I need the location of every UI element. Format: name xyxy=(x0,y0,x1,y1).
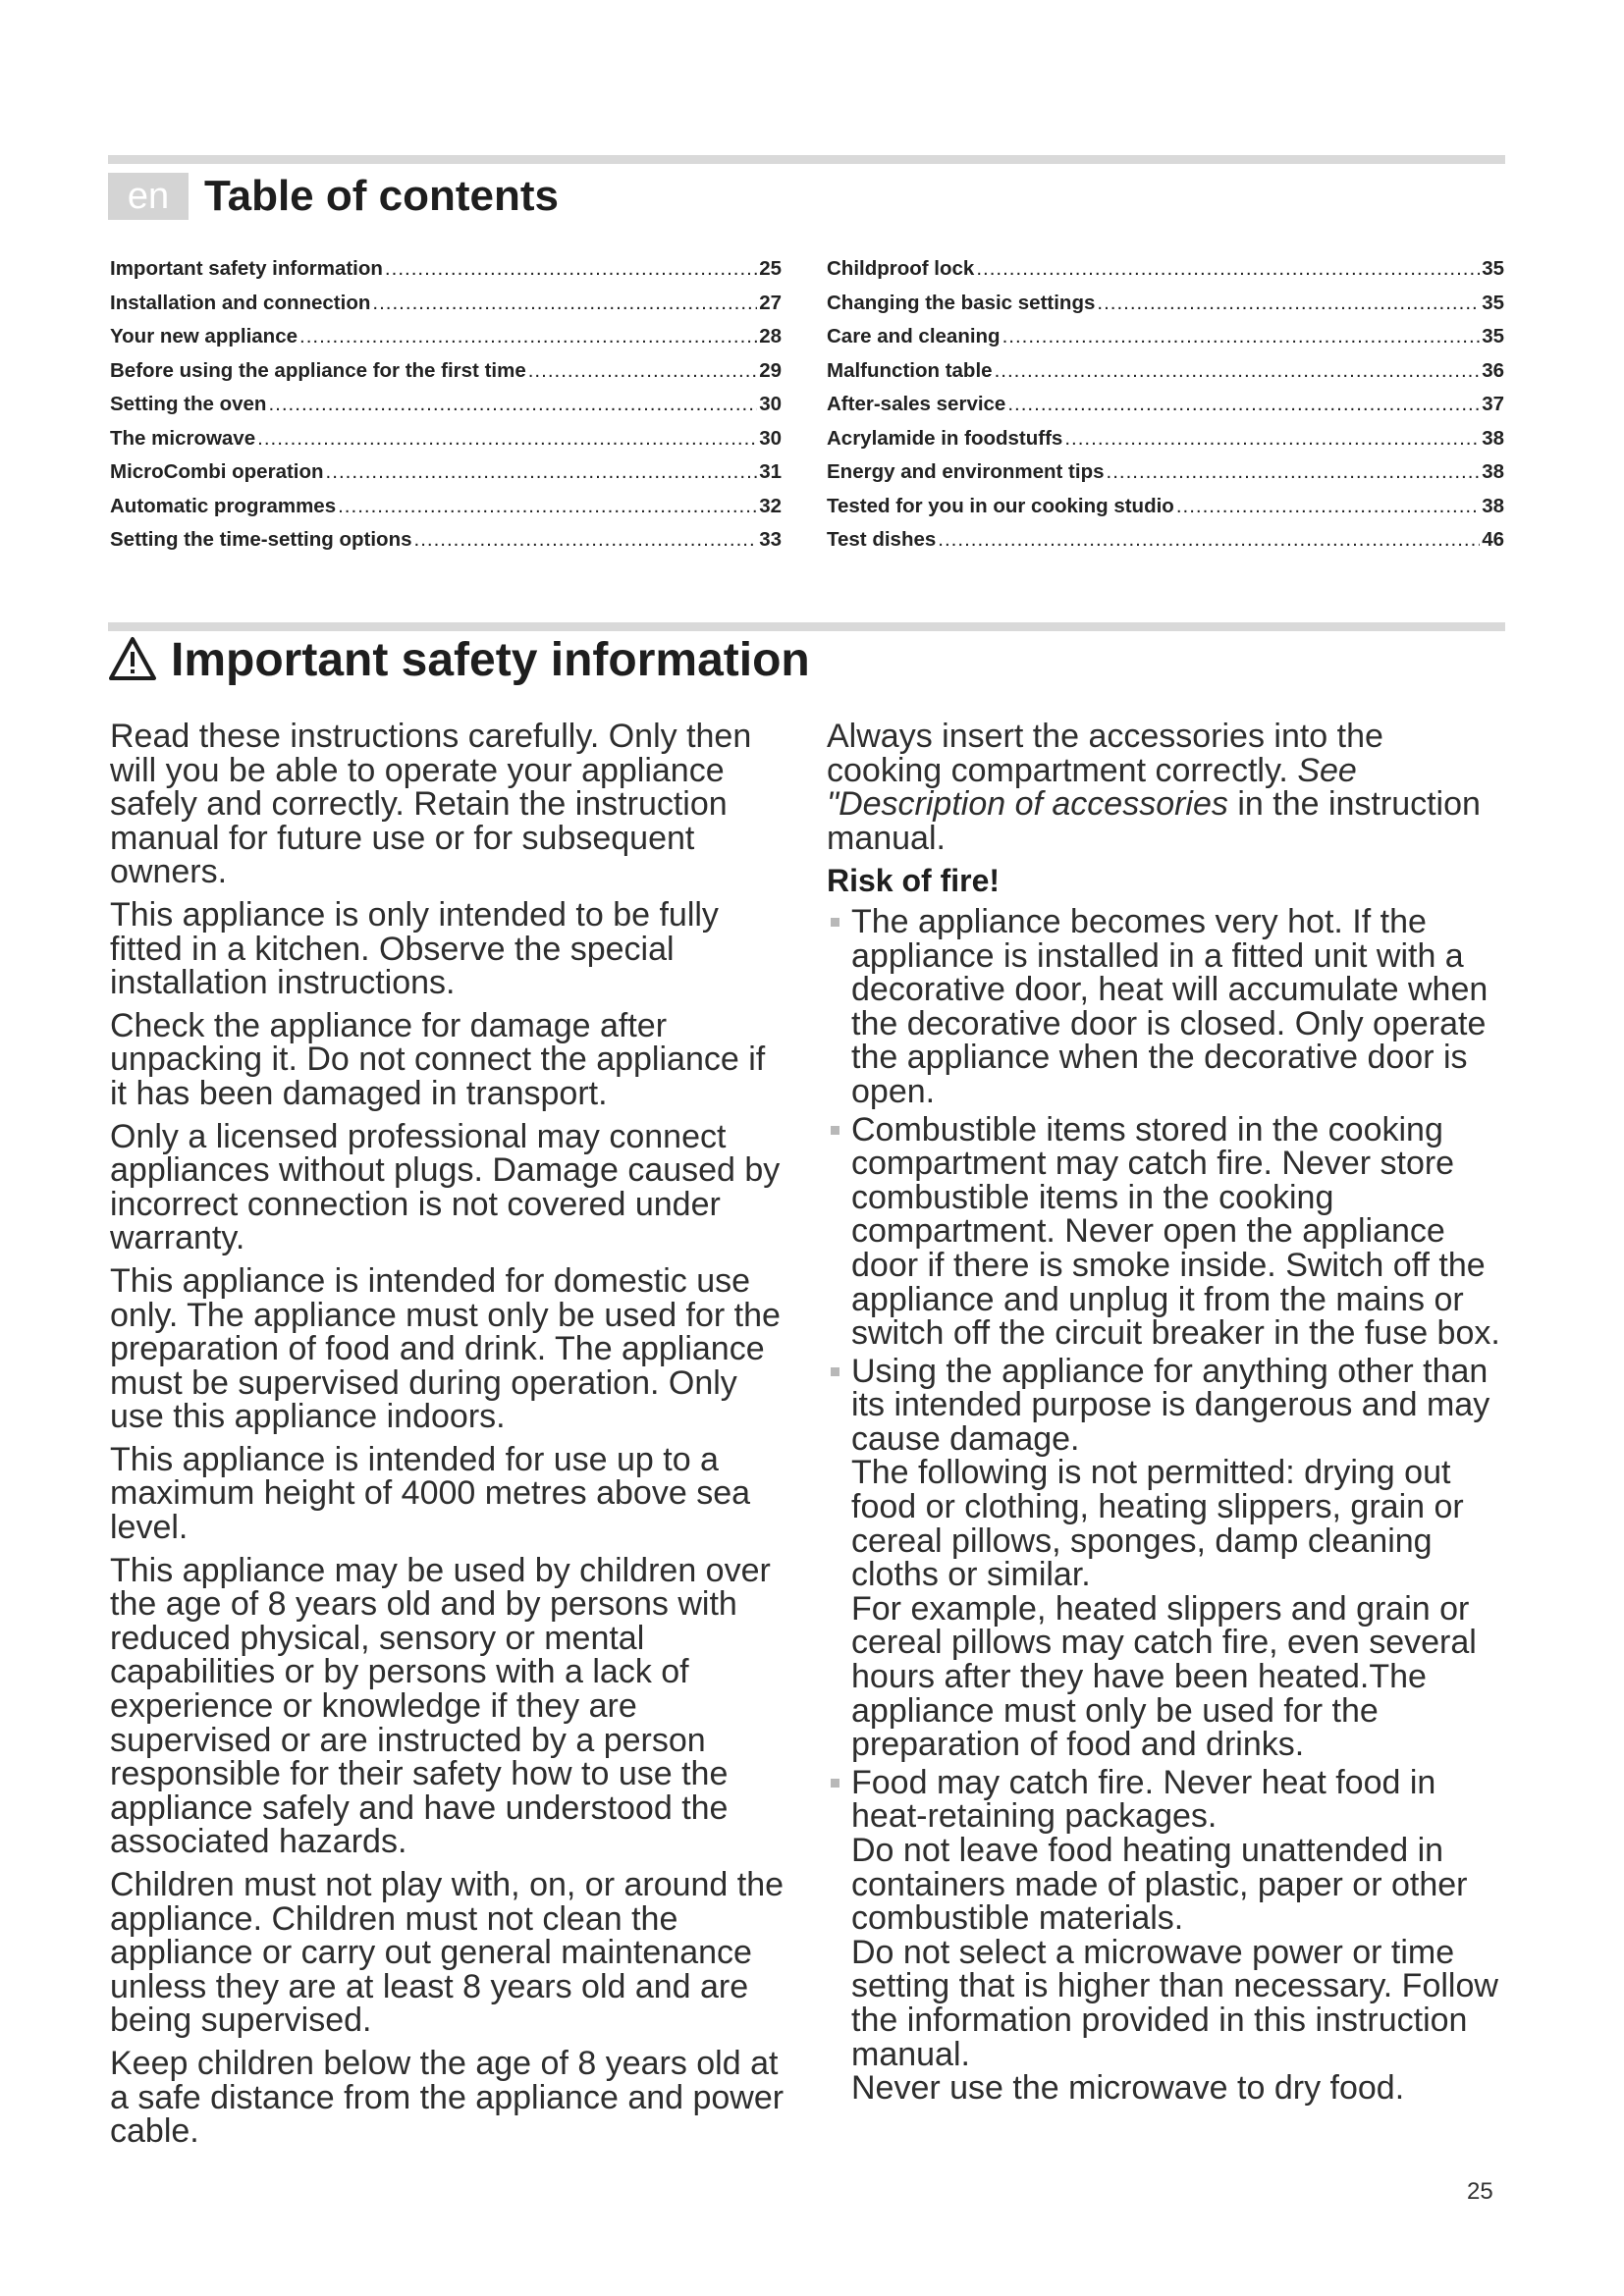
paragraph: This appliance may be used by children over the age of 8 years old and by persons with reduced physical, sensory or mental capabilities or by persons with a lack of experience or knowledge if they are supervised or are instructed by a person responsible for their safety how to use the appliance safely and have understood the associated hazards. xyxy=(110,1551,771,1861)
paragraph: This appliance is intended for domestic use only. The appliance must only be used for the preparation of food and drink. The appliance must be supervised during operation. Only use this appliance indoors. xyxy=(110,1261,781,1436)
toc-entry[interactable]: Changing the basic settings ..... 35 xyxy=(827,292,1504,326)
accessories-reference: See "Description of accessories xyxy=(827,751,1357,824)
toc-entry[interactable]: Childproof lock ..... 35 xyxy=(827,257,1504,292)
safety-title: Important safety information xyxy=(171,634,810,686)
paragraph: Check the appliance for damage after unpacking it. Do not connect the appliance if it has been damaged in transport. xyxy=(110,1006,766,1112)
paragraph: This appliance is intended for use up to a maximum height of 4000 metres above sea level. xyxy=(110,1440,751,1547)
toc-entry[interactable]: Care and cleaning ..... 35 xyxy=(827,325,1504,359)
paragraph: Keep children below the age of 8 years old at a safe distance from the appliance and power cable. xyxy=(110,2044,785,2151)
toc-entry[interactable]: The microwave ..... 30 xyxy=(110,427,782,461)
toc-left-column xyxy=(110,257,782,562)
toc-entry[interactable]: Setting the time-setting options ..... 33 xyxy=(110,528,782,562)
paragraph: This appliance is only intended to be fully fitted in a kitchen. Observe the special installation instructions. xyxy=(110,895,719,1002)
toc-right-column xyxy=(827,257,1504,562)
paragraph: Children must not play with, on, or around the appliance. Children must not clean the appliance or carry out general maintenance unless they are at least 8 years old and are being supervised. xyxy=(110,1866,785,2040)
toc-entry[interactable]: Tested for you in our cooking studio ..... 38 xyxy=(827,495,1504,529)
toc-entry[interactable]: Your new appliance ..... 28 xyxy=(110,325,782,359)
toc-entry[interactable]: Important safety information ..... 25 xyxy=(110,257,782,292)
toc-entry[interactable]: Energy and environment tips ..... 38 xyxy=(827,460,1504,495)
toc-entry[interactable]: After-sales service ..... 37 xyxy=(827,393,1504,427)
bullet-square-icon xyxy=(831,1779,839,1788)
toc-title: Table of contents xyxy=(204,172,559,220)
warning-triangle-icon xyxy=(108,636,157,681)
bullet-item: Food may catch fire. Never heat food in heat-retaining packages. Do not leave food heating unattended in containers made of plastic, paper or other combustible materials. Do not select a microwave power or time setting that is higher than necessary. Follow the information provided in this instruction manual. Never use the microwave to dry food. xyxy=(827,1766,1506,2106)
page-number: 25 xyxy=(1467,2178,1493,2205)
paragraph: Only a licensed professional may connect appliances without plugs. Damage caused by incorrect connection is not covered under warranty. xyxy=(110,1117,781,1257)
toc-entry[interactable]: Automatic programmes ..... 32 xyxy=(110,495,782,529)
accessories-paragraph: Always insert the accessories into the cooking compartment correctly. See "Description of accessories in the instruction manual. xyxy=(827,718,1481,857)
risk-of-fire-heading: Risk of fire! xyxy=(827,863,1001,899)
safety-right-column xyxy=(827,720,1506,2109)
safety-left-column xyxy=(110,720,787,2158)
toc-entry[interactable]: Installation and connection ..... 27 xyxy=(110,292,782,326)
top-divider xyxy=(108,155,1505,164)
bullet-square-icon xyxy=(831,1126,839,1135)
toc-entry[interactable]: Setting the oven ..... 30 xyxy=(110,393,782,427)
bullet-square-icon xyxy=(831,1367,839,1376)
bullet-item: Combustible items stored in the cooking compartment may catch fire. Never store combustible items in the cooking compartment. Never open the appliance door if there is smoke inside. Switch off the appliance and unplug it from the mains or switch off the circuit breaker in the fuse box. xyxy=(827,1113,1506,1351)
bullet-square-icon xyxy=(831,918,839,927)
toc-entry[interactable]: Test dishes ..... 46 xyxy=(827,528,1504,562)
toc-entry[interactable]: Before using the appliance for the first time ..... 29 xyxy=(110,359,782,394)
bullet-item: The appliance becomes very hot. If the appliance is installed in a fitted unit with a decorative door, heat will accumulate when the decorative door is closed. Only operate the appliance when the decorative door is open. xyxy=(827,905,1506,1109)
toc-entry[interactable]: Acrylamide in foodstuffs ..... 38 xyxy=(827,427,1504,461)
toc-entry[interactable]: MicroCombi operation ..... 31 xyxy=(110,460,782,495)
language-badge: en xyxy=(108,173,189,220)
paragraph: Read these instructions carefully. Only then will you be able to operate your appliance safely and correctly. Retain the instruction manual for future use or for subsequent owners. xyxy=(110,718,752,891)
bullet-item: Using the appliance for anything other than its intended purpose is dangerous and may cause damage. The following is not permitted: drying out food or clothing, heating slippers, grain or cereal pillows, sponges, damp cleaning cloths or similar. For example, heated slippers and grain or cereal pillows may catch fire, even several hours after they have been heated.The appliance must only be used for the preparation of food and drinks. xyxy=(827,1355,1506,1762)
toc-entry[interactable]: Malfunction table ..... 36 xyxy=(827,359,1504,394)
